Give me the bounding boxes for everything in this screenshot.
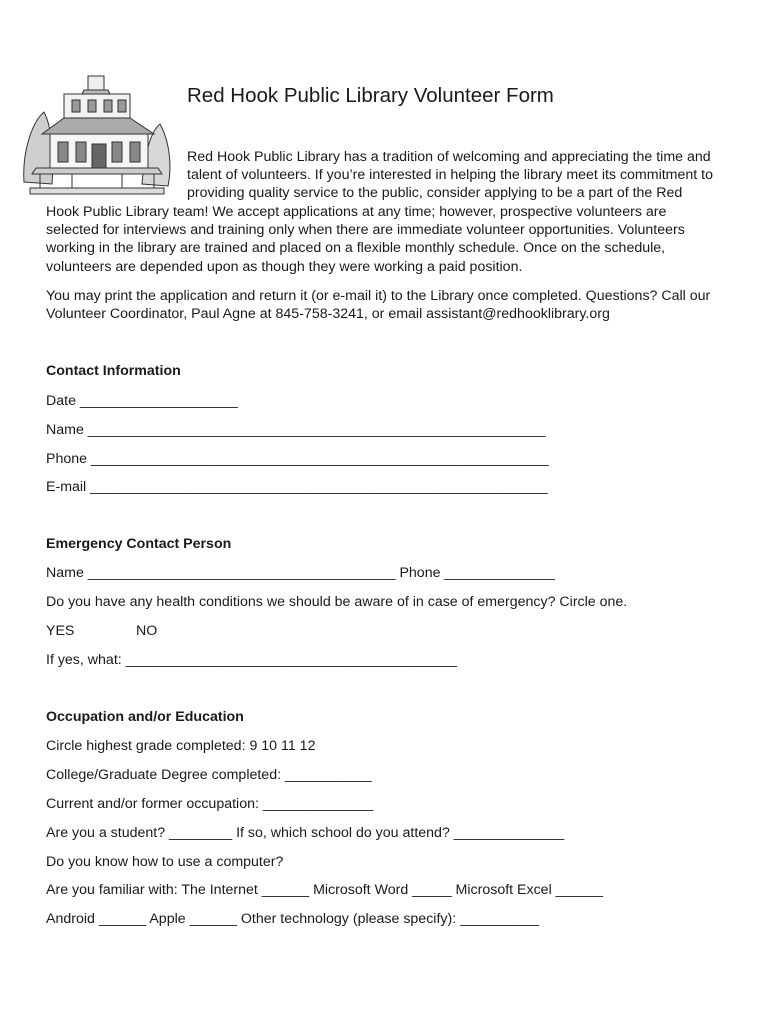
instruction-line: Volunteer Coordinator, Paul Agne at 845-758-3241, or email assistant@redhooklibrary.org (46, 306, 610, 322)
occupation-heading: Occupation and/or Education (46, 709, 244, 725)
intro-line: providing quality service to the public, consider applying to be a part of the Red (187, 185, 683, 201)
intro-line: selected for interviews and training only when there are immediate volunteer opportunities. Volunteers (46, 222, 685, 238)
degree-field[interactable]: College/Graduate Degree completed: ___________ (46, 767, 372, 783)
grade-field[interactable]: Circle highest grade completed: 9 10 11 12 (46, 738, 316, 754)
technology-field[interactable]: Android ______ Apple ______ Other technology (please specify): __________ (46, 911, 539, 927)
yes-option[interactable]: YES (46, 623, 75, 639)
phone-field[interactable]: Phone __________________________________________________________ (46, 451, 549, 467)
occupation-field[interactable]: Current and/or former occupation: ______________ (46, 796, 374, 812)
student-field[interactable]: Are you a student? ________ If so, which school do you attend? ______________ (46, 825, 565, 841)
intro-line: Red Hook Public Library has a tradition of welcoming and appreciating the time and (187, 149, 711, 165)
instruction-line: You may print the application and return it (or e-mail it) to the Library once completed. Questions? Call our (46, 288, 711, 304)
name-field[interactable]: Name __________________________________________________________ (46, 422, 546, 438)
library-building-illustration-icon (22, 72, 172, 196)
contact-heading: Contact Information (46, 363, 181, 379)
emergency-heading: Emergency Contact Person (46, 536, 232, 552)
intro-line: working in the library are trained and placed on a flexible monthly schedule. Once on the schedule, (46, 240, 666, 256)
health-details-field[interactable]: If yes, what: __________________________________________ (46, 652, 458, 668)
familiarity-field[interactable]: Are you familiar with: The Internet ______ Microsoft Word _____ Microsoft Excel ______ (46, 882, 604, 898)
no-option[interactable]: NO (136, 623, 158, 639)
health-question: Do you have any health conditions we should be aware of in case of emergency? Circle one. (46, 594, 628, 610)
page-title: Red Hook Public Library Volunteer Form (187, 84, 554, 107)
intro-line: volunteers are depended upon as though they were working a paid position. (46, 259, 523, 275)
date-field[interactable]: Date ____________________ (46, 393, 238, 409)
email-field[interactable]: E-mail __________________________________________________________ (46, 479, 548, 495)
emergency-name-phone-field[interactable]: Name _______________________________________ Phone ______________ (46, 565, 555, 581)
intro-line: talent of volunteers. If you’re interested in helping the library meet its commitment to (187, 167, 713, 183)
intro-line: Hook Public Library team! We accept applications at any time; however, prospective volunteers are (46, 204, 667, 220)
computer-question: Do you know how to use a computer? (46, 854, 284, 870)
